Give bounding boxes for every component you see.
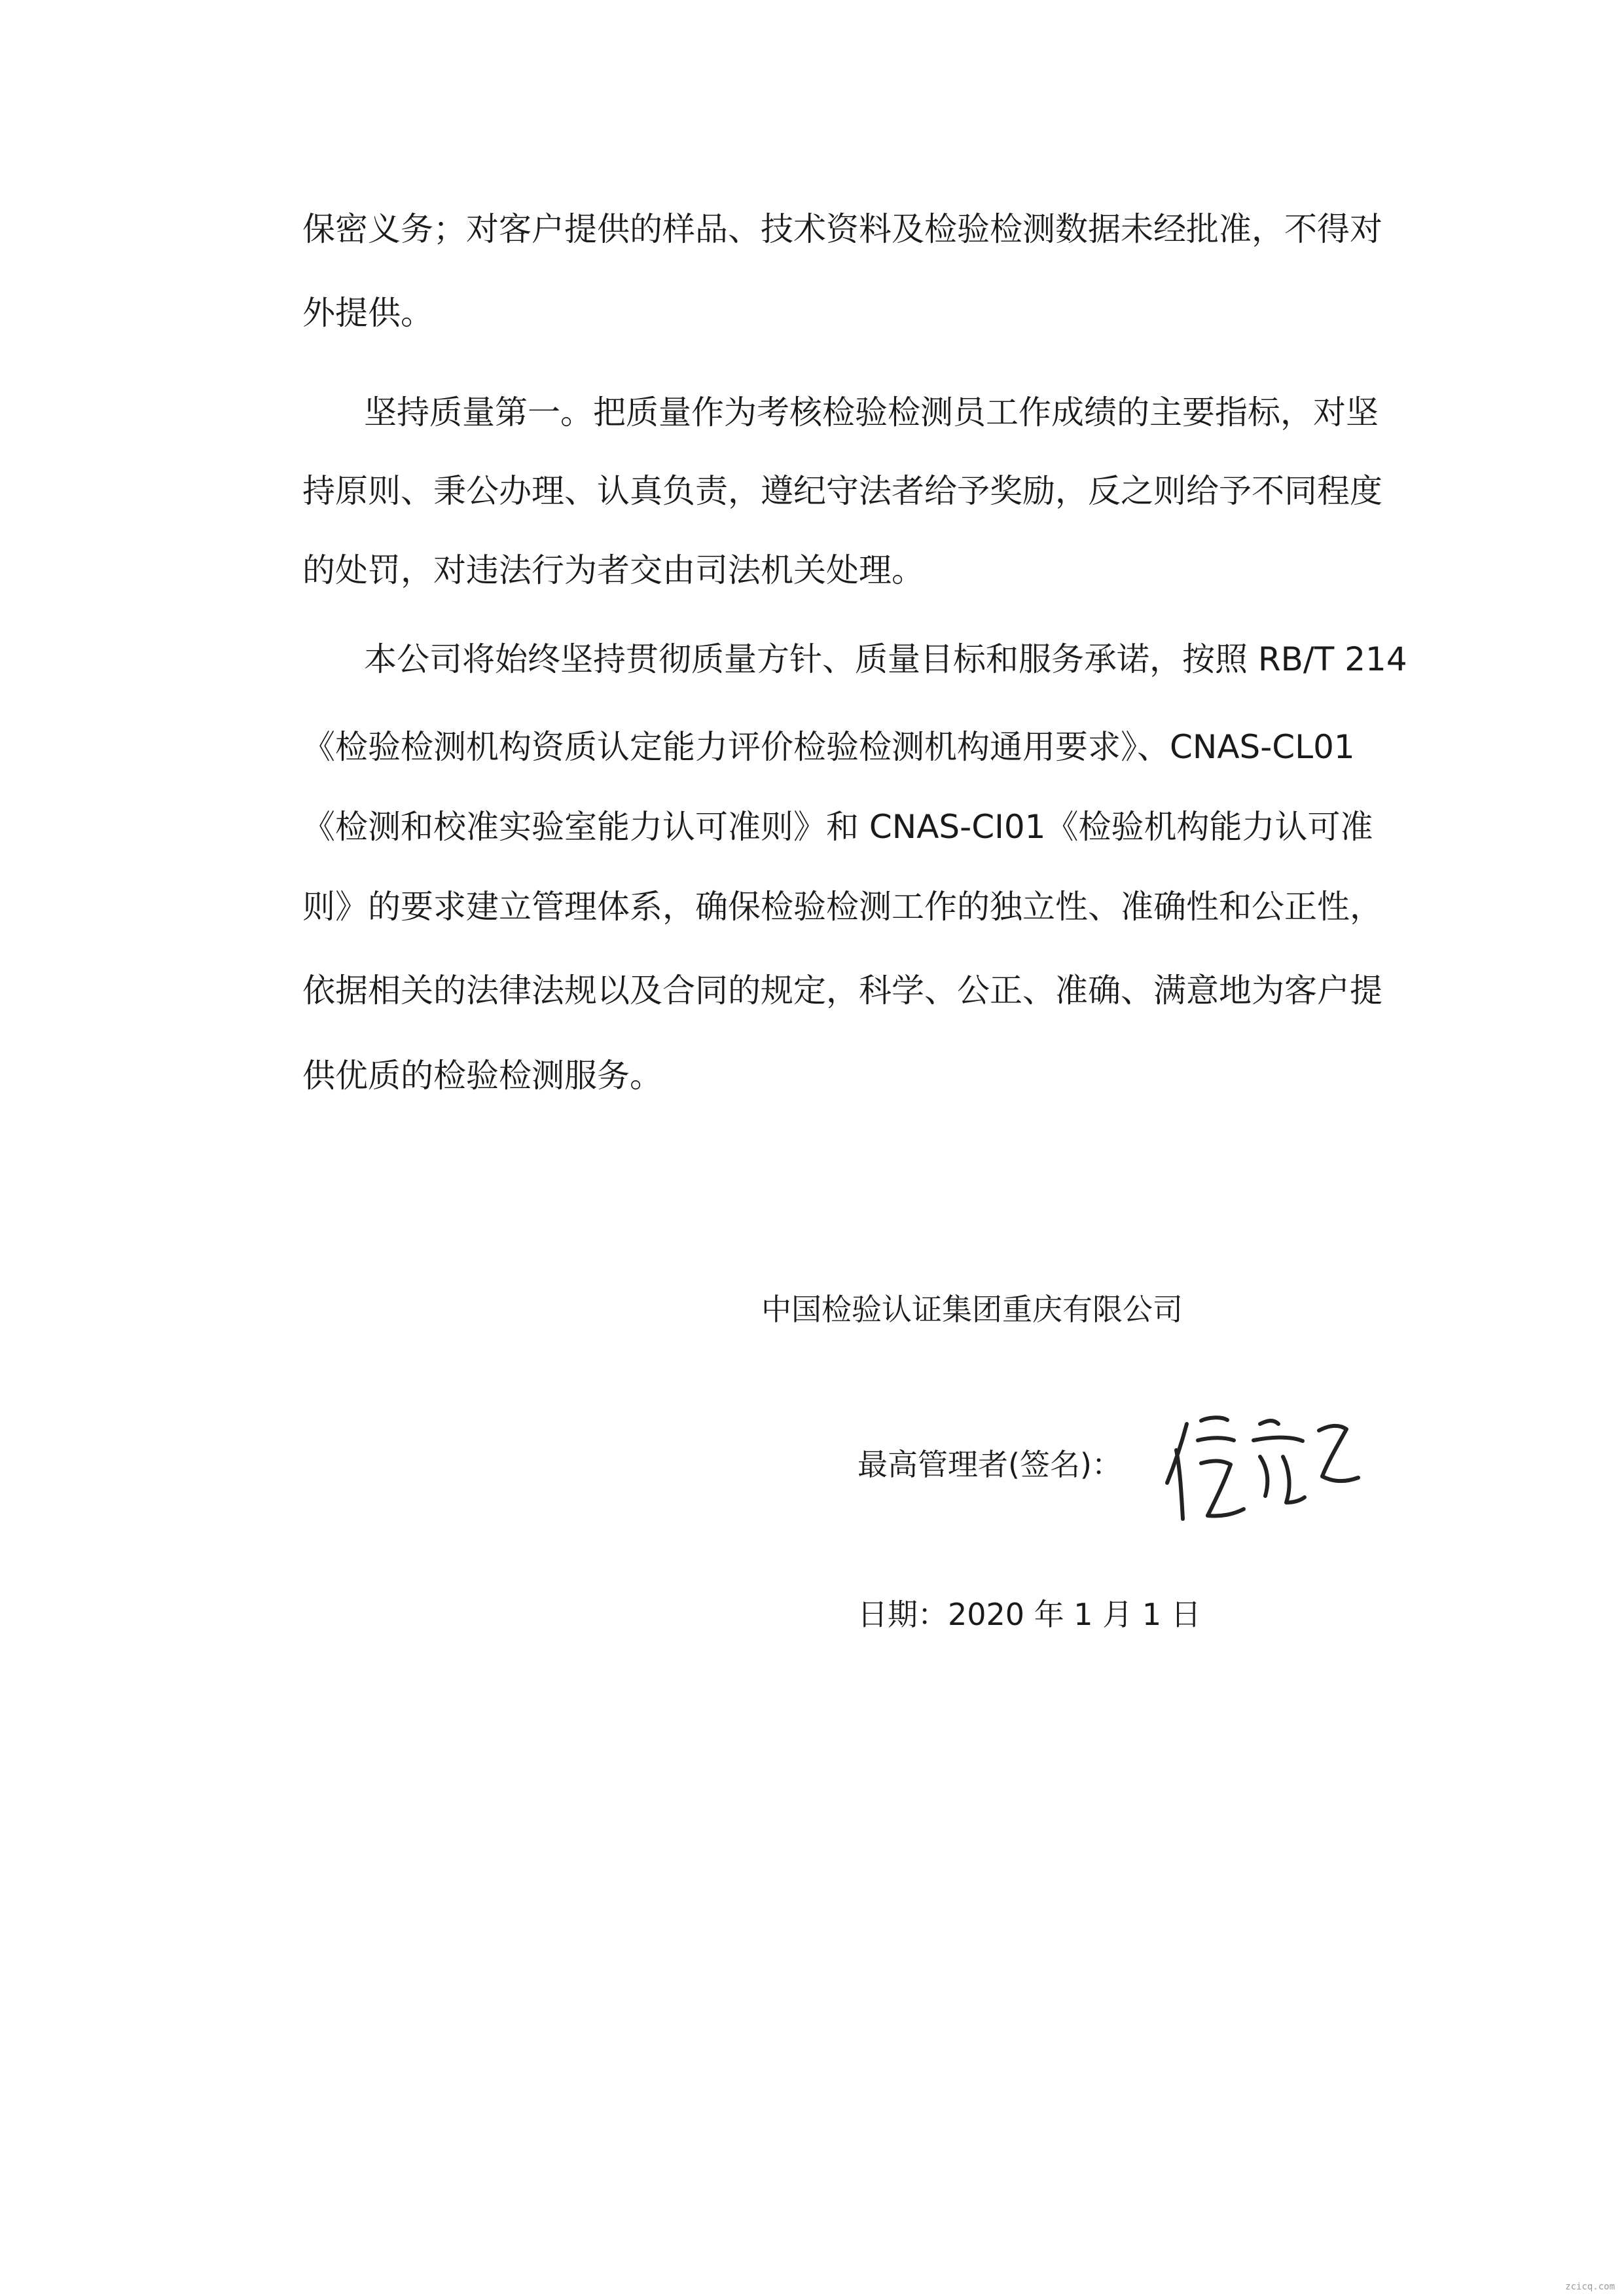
p3-line-5: 依据相关的法律法规以及合同的规定，科学、公正、准确、满意地为客户提 <box>302 972 1382 1010</box>
p2-line-2: 持原则、秉公办理、认真负责，遵纪守法者给予奖励，反之则给予不同程度 <box>302 472 1382 510</box>
signature-text: 倪宏飞 <box>1162 1404 1164 1405</box>
date-line: 日期：2020 年 1 月 1 日 <box>857 1597 1201 1632</box>
p3-line-3: 《检测和校准实验室能力认可准则》和 CNAS-CI01《检验机构能力认可准 <box>302 808 1373 846</box>
handwritten-signature <box>1162 1404 1365 1529</box>
p3-line-4: 则》的要求建立管理体系，确保检验检测工作的独立性、准确性和公正性， <box>302 888 1382 926</box>
p3-line-6: 供优质的检验检测服务。 <box>302 1057 662 1095</box>
p2-line-3: 的处罚，对违法行为者交由司法机关处理。 <box>302 551 924 589</box>
watermark: zcicq.com <box>1565 2282 1615 2292</box>
p2-line-1: 坚持质量第一。把质量作为考核检验检测员工作成绩的主要指标，对坚 <box>364 393 1379 431</box>
p1-line-1: 保密义务；对客户提供的样品、技术资料及检验检测数据未经批准，不得对 <box>302 210 1382 248</box>
p1-line-2: 外提供。 <box>302 294 433 332</box>
company-name: 中国检验认证集团重庆有限公司 <box>761 1292 1183 1327</box>
p3-line-2: 《检验检测机构资质认定能力评价检验检测机构通用要求》、CNAS-CL01 <box>302 728 1355 766</box>
p3-line-1: 本公司将始终坚持贯彻质量方针、质量目标和服务承诺，按照 RB/T 214 <box>364 640 1407 678</box>
signer-label: 最高管理者(签名)： <box>857 1447 1122 1482</box>
